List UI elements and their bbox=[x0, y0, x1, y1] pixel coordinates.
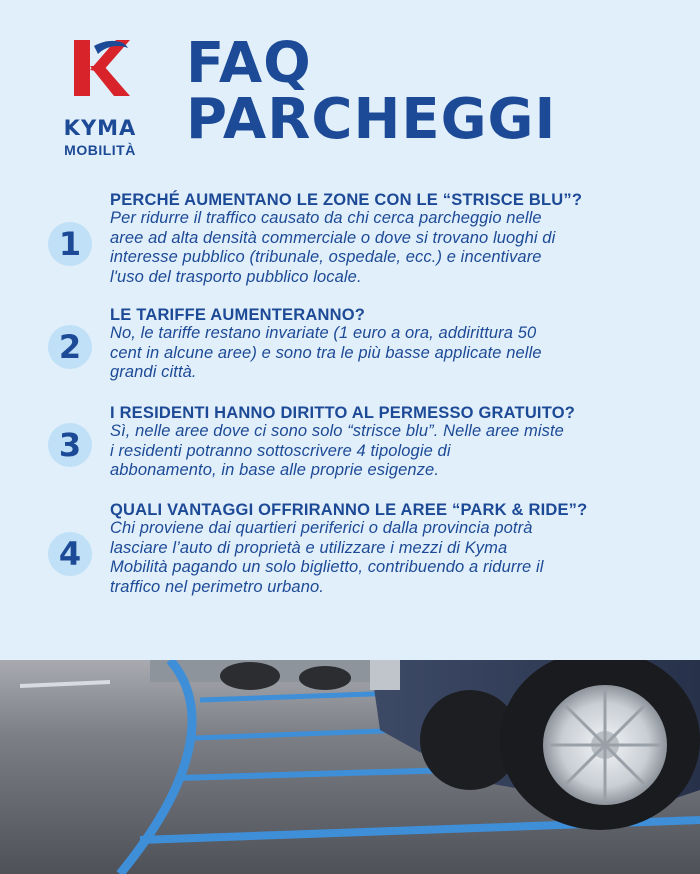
title-line-1: FAQ bbox=[186, 31, 312, 96]
faq-answer-line: l'uso del trasporto pubblico locale. bbox=[110, 267, 362, 286]
faq-answer-line: Mobilità pagando un solo biglietto, contribuendo a ridurre il bbox=[110, 558, 544, 576]
brand-name: KYMA bbox=[63, 116, 137, 140]
faq-answer-line: No, le tariffe restano invariate (1 euro a ora, addirittura 50 bbox=[110, 324, 537, 342]
faq-question: QUALI VANTAGGI OFFRIRANNO LE AREE “PARK & RIDE”? bbox=[110, 501, 588, 519]
faq-question: LE TARIFFE AUMENTERANNO? bbox=[110, 306, 366, 324]
faq-answer-line: Per ridurre il traffico causato da chi cerca parcheggio nelle bbox=[110, 209, 542, 227]
faq-answer-line: i residenti potranno sottoscrivere 4 tipologie di bbox=[110, 441, 451, 460]
faq-answer bbox=[110, 422, 690, 481]
brand-subtitle: MOBILITÀ bbox=[64, 142, 136, 158]
faq-number-badge: 1 bbox=[48, 222, 92, 266]
faq-number-badge: 4 bbox=[48, 532, 92, 576]
faq-answer-line: traffico nel perimetro urbano. bbox=[110, 577, 324, 596]
faq-answer-line: interesse pubblico (tribunale, ospedale, ecc.) e incentivare bbox=[110, 248, 542, 266]
faq-answer bbox=[110, 324, 690, 383]
faq-answer-line: aree ad alta densità commerciale o dove si trovano luoghi di bbox=[110, 228, 556, 247]
faq-answer bbox=[110, 209, 690, 287]
faq-answer-line: abbonamento, in base alle proprie esigenze. bbox=[110, 461, 440, 479]
page-title bbox=[186, 31, 557, 152]
title-line-2: PARCHEGGI bbox=[186, 87, 557, 152]
faq-number-badge: 2 bbox=[48, 325, 92, 369]
faq-question: PERCHÉ AUMENTANO LE ZONE CON LE “STRISCE BLU”? bbox=[110, 191, 583, 209]
faq-answer-line: grandi città. bbox=[110, 363, 197, 381]
kyma-k-icon bbox=[68, 36, 132, 100]
faq-answer-line: Chi proviene dai quartieri periferici o dalla provincia potrà bbox=[110, 519, 533, 537]
faq-question: I RESIDENTI HANNO DIRITTO AL PERMESSO GRATUITO? bbox=[110, 404, 576, 422]
faq-number-badge: 3 bbox=[48, 423, 92, 467]
faq-answer-line: lasciare l’auto di proprietà e utilizzare i mezzi di Kyma bbox=[110, 538, 508, 557]
faq-answer-line: cent in alcune aree) e sono tra le più basse applicate nelle bbox=[110, 343, 542, 362]
faq-answer-line: Sì, nelle aree dove ci sono solo “strisce blu”. Nelle aree miste bbox=[110, 422, 564, 440]
kyma-logo bbox=[50, 36, 150, 164]
parking-lot-photo bbox=[0, 660, 700, 874]
faq-answer bbox=[110, 519, 690, 597]
